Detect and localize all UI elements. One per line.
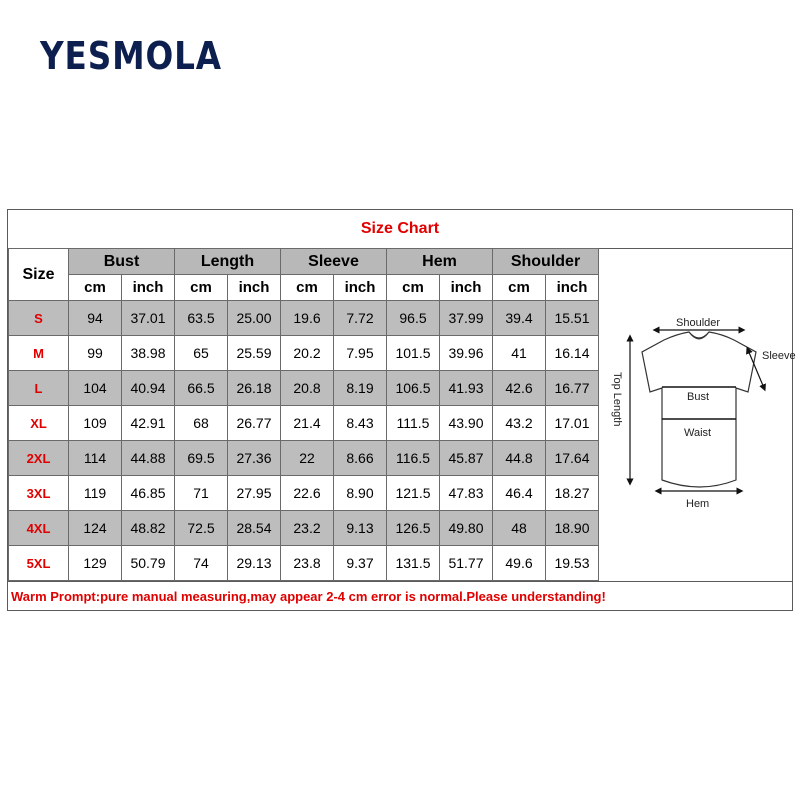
value-cell: 23.8 [281, 546, 334, 581]
value-cell: 106.5 [387, 371, 440, 406]
value-cell: 42.6 [493, 371, 546, 406]
waist-label: Waist [684, 427, 712, 439]
table-row [9, 336, 599, 371]
size-header: Size [9, 249, 69, 301]
table-row [9, 476, 599, 511]
value-cell: 22.6 [281, 476, 334, 511]
value-cell: 26.77 [228, 406, 281, 441]
table-row [9, 301, 599, 336]
value-cell: 101.5 [387, 336, 440, 371]
value-cell: 22 [281, 441, 334, 476]
value-cell: 50.79 [122, 546, 175, 581]
value-cell: 41.93 [440, 371, 493, 406]
table-row [9, 546, 599, 581]
value-cell: 29.13 [228, 546, 281, 581]
unit-header-cm: cm [493, 275, 546, 301]
top-length-label: Top Length [611, 372, 623, 427]
value-cell: 23.2 [281, 511, 334, 546]
value-cell: 8.90 [334, 476, 387, 511]
unit-header-inch: inch [440, 275, 493, 301]
size-table [8, 248, 599, 581]
group-header-bust: Bust [69, 249, 175, 275]
value-cell: 51.77 [440, 546, 493, 581]
value-cell: 47.83 [440, 476, 493, 511]
group-header-hem: Hem [387, 249, 493, 275]
value-cell: 124 [69, 511, 122, 546]
value-cell: 74 [175, 546, 228, 581]
size-cell: S [9, 301, 69, 336]
value-cell: 40.94 [122, 371, 175, 406]
value-cell: 39.4 [493, 301, 546, 336]
unit-header-cm: cm [69, 275, 122, 301]
unit-header-inch: inch [122, 275, 175, 301]
value-cell: 39.96 [440, 336, 493, 371]
bust-label: Bust [687, 391, 710, 403]
unit-header-cm: cm [175, 275, 228, 301]
value-cell: 19.53 [546, 546, 599, 581]
value-cell: 121.5 [387, 476, 440, 511]
value-cell: 37.01 [122, 301, 175, 336]
value-cell: 44.88 [122, 441, 175, 476]
value-cell: 27.36 [228, 441, 281, 476]
value-cell: 26.18 [228, 371, 281, 406]
value-cell: 15.51 [546, 301, 599, 336]
value-cell: 114 [69, 441, 122, 476]
size-cell: 3XL [9, 476, 69, 511]
value-cell: 131.5 [387, 546, 440, 581]
size-cell: M [9, 336, 69, 371]
value-cell: 18.90 [546, 511, 599, 546]
value-cell: 7.95 [334, 336, 387, 371]
size-cell: 2XL [9, 441, 69, 476]
unit-header-inch: inch [546, 275, 599, 301]
value-cell: 7.72 [334, 301, 387, 336]
value-cell: 44.8 [493, 441, 546, 476]
value-cell: 8.43 [334, 406, 387, 441]
size-cell: L [9, 371, 69, 406]
table-row [9, 511, 599, 546]
value-cell: 41 [493, 336, 546, 371]
value-cell: 43.90 [440, 406, 493, 441]
value-cell: 17.01 [546, 406, 599, 441]
value-cell: 119 [69, 476, 122, 511]
value-cell: 8.66 [334, 441, 387, 476]
value-cell: 25.59 [228, 336, 281, 371]
value-cell: 49.6 [493, 546, 546, 581]
value-cell: 45.87 [440, 441, 493, 476]
value-cell: 43.2 [493, 406, 546, 441]
table-row [9, 371, 599, 406]
value-cell: 19.6 [281, 301, 334, 336]
group-header-shoulder: Shoulder [493, 249, 599, 275]
value-cell: 72.5 [175, 511, 228, 546]
value-cell: 46.4 [493, 476, 546, 511]
value-cell: 65 [175, 336, 228, 371]
value-cell: 71 [175, 476, 228, 511]
value-cell: 20.8 [281, 371, 334, 406]
tshirt-diagram [604, 248, 796, 580]
value-cell: 8.19 [334, 371, 387, 406]
value-cell: 16.14 [546, 336, 599, 371]
value-cell: 46.85 [122, 476, 175, 511]
value-cell: 20.2 [281, 336, 334, 371]
value-cell: 9.37 [334, 546, 387, 581]
value-cell: 25.00 [228, 301, 281, 336]
value-cell: 69.5 [175, 441, 228, 476]
size-cell: XL [9, 406, 69, 441]
value-cell: 49.80 [440, 511, 493, 546]
value-cell: 111.5 [387, 406, 440, 441]
value-cell: 94 [69, 301, 122, 336]
value-cell: 17.64 [546, 441, 599, 476]
size-rows [9, 301, 599, 581]
size-cell: 5XL [9, 546, 69, 581]
chart-title: Size Chart [8, 210, 792, 249]
value-cell: 66.5 [175, 371, 228, 406]
value-cell: 116.5 [387, 441, 440, 476]
value-cell: 37.99 [440, 301, 493, 336]
value-cell: 18.27 [546, 476, 599, 511]
brand-logo: YESMOLA [40, 34, 222, 78]
hem-label: Hem [686, 498, 710, 510]
unit-header-inch: inch [228, 275, 281, 301]
value-cell: 21.4 [281, 406, 334, 441]
value-cell: 38.98 [122, 336, 175, 371]
value-cell: 96.5 [387, 301, 440, 336]
value-cell: 9.13 [334, 511, 387, 546]
warm-prompt: Warm Prompt:pure manual measuring,may appear 2-4 cm error is normal.Please understanding! [8, 581, 792, 610]
size-cell: 4XL [9, 511, 69, 546]
value-cell: 129 [69, 546, 122, 581]
value-cell: 28.54 [228, 511, 281, 546]
value-cell: 104 [69, 371, 122, 406]
value-cell: 42.91 [122, 406, 175, 441]
unit-header-inch: inch [334, 275, 387, 301]
unit-header-cm: cm [281, 275, 334, 301]
value-cell: 48 [493, 511, 546, 546]
shoulder-label: Shoulder [676, 317, 721, 329]
value-cell: 109 [69, 406, 122, 441]
value-cell: 99 [69, 336, 122, 371]
value-cell: 27.95 [228, 476, 281, 511]
value-cell: 48.82 [122, 511, 175, 546]
unit-header-cm: cm [387, 275, 440, 301]
value-cell: 63.5 [175, 301, 228, 336]
sleeve-label: Sleeve [762, 350, 796, 362]
table-row [9, 406, 599, 441]
tshirt-icon [642, 332, 756, 487]
group-header-sleeve: Sleeve [281, 249, 387, 275]
value-cell: 68 [175, 406, 228, 441]
value-cell: 16.77 [546, 371, 599, 406]
group-header-length: Length [175, 249, 281, 275]
table-row [9, 441, 599, 476]
value-cell: 126.5 [387, 511, 440, 546]
size-chart [7, 209, 796, 611]
